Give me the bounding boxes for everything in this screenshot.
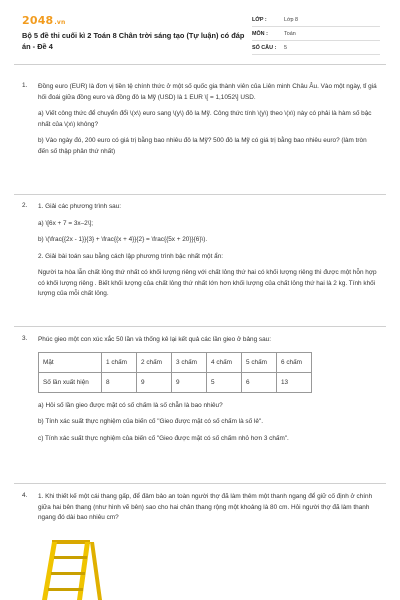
question-body	[38, 82, 377, 163]
ladder-icon	[42, 540, 102, 600]
header-divider	[14, 64, 386, 65]
table-header-row	[39, 352, 312, 372]
table-cell: 2 chấm	[137, 352, 172, 372]
question-stem: Đồng euro (EUR) là đơn vị tiền tệ chính thức ở một số quốc gia thành viên của Liên minh Châu Âu. Vào một ngày, tỉ giá hối đoái giữa đồng euro và đồng đô la Mỹ (USD) là 1 EUR \[ = 1,1052\] USD.	[38, 83, 377, 101]
table-cell: 13	[277, 372, 312, 392]
table-cell: 3 chấm	[172, 352, 207, 372]
site-logo[interactable]	[22, 14, 65, 27]
meta-row-subject	[252, 27, 380, 41]
table-cell: 6 chấm	[277, 352, 312, 372]
meta-key: LỚP :	[252, 16, 267, 23]
meta-key: SỐ CÂU :	[252, 44, 277, 51]
question-body	[38, 202, 377, 306]
logo-suffix: .vn	[54, 19, 66, 26]
question-divider	[14, 483, 386, 484]
page-header	[0, 0, 400, 64]
question-stem: Phúc gieo một con xúc xắc 50 lần và thống kê lại kết quả các lần gieo ở bảng sau:	[38, 336, 271, 343]
table-cell: 1 chấm	[102, 352, 137, 372]
table-cell: Số lần xuất hiện	[39, 372, 102, 392]
dice-results-table	[38, 352, 312, 393]
meta-key: MÔN :	[252, 30, 268, 37]
table-cell: 6	[242, 372, 277, 392]
question-part-b: b) Tính xác suất thực nghiệm của biến cố "Gieo được mặt có số chấm là số lẻ".	[38, 418, 263, 425]
equation-a: a) \[6x + 7 = 3x–2\];	[38, 219, 94, 227]
question-number: 2.	[22, 202, 28, 209]
meta-value: 5	[284, 44, 287, 51]
question-number: 1.	[22, 82, 28, 89]
question-body	[38, 335, 377, 450]
table-row	[39, 372, 312, 392]
question-part-a: a) Viết công thức để chuyển đổi \(x\) euro sang \(y\) đô la Mỹ. Công thức tính \(y\) theo \(x\) này có phải là hàm số bậc nhất của \(x\) không?	[38, 110, 372, 128]
question-divider	[14, 326, 386, 327]
equation-b: b) \(\frac{{2x - 1}}{3} + \frac{{x + 4}}{2} = \frac{{5x + 20}}{6}\).	[38, 236, 208, 243]
meta-row-class	[252, 13, 380, 27]
table-cell: 9	[137, 372, 172, 392]
table-cell: 5	[207, 372, 242, 392]
question-divider	[14, 194, 386, 195]
table-cell: 8	[102, 372, 137, 392]
question-number: 4.	[22, 492, 28, 499]
table-cell: 9	[172, 372, 207, 392]
meta-info	[252, 13, 380, 55]
ladder-illustration	[42, 538, 102, 600]
question-stem: 1. Khi thiết kế một cái thang gấp, để đảm bảo an toàn người thợ đã làm thêm một thanh ngang để giữ cố định ở chính giữa hai bên thang (như hình vẽ bên) sao cho hai chân thang rộng một khoảng là 80 cm. Hỏi người thợ đã làm thanh ngang đó dài bao nhiêu cm?	[38, 493, 373, 521]
logo-main: 2048	[22, 14, 54, 27]
question-body	[38, 492, 377, 530]
question-part-b: b) Vào ngày đó, 200 euro có giá trị bằng bao nhiêu đô la Mỹ? 500 đô la Mỹ có giá trị bằng bao nhiêu euro? (làm tròn đến số thập phân thứ nhất)	[38, 137, 367, 155]
page-title: Bộ 5 đề thi cuối kì 2 Toán 8 Chân trời sáng tạo (Tự luận) có đáp án - Đề 4	[22, 31, 245, 51]
question-part-2: 2. Giải bài toán sau bằng cách lập phương trình bậc nhất một ẩn:	[38, 252, 224, 260]
question-part-c: c) Tính xác suất thực nghiệm của biến cố "Gieo được mặt có số chấm nhỏ hơn 3 chấm".	[38, 434, 289, 442]
table-cell: 4 chấm	[207, 352, 242, 372]
meta-value: Lớp 8	[284, 16, 299, 23]
meta-row-count	[252, 41, 380, 55]
question-part-a: a) Hỏi số lần gieo được mặt có số chấm là số chẵn là bao nhiêu?	[38, 401, 223, 409]
word-problem: Người ta hòa lẫn chất lỏng thứ nhất có khối lượng riêng với chất lỏng thứ hai có khối lượng riêng thì được một hỗn hợp có khối lượng riêng . Biết khối lượng của chất lỏng thứ nhất lớn hơn khối lượng của chất lỏng thứ hai là 2 kg. Tính khối lượng của mỗi chất lỏng.	[38, 269, 377, 297]
table-cell: 5 chấm	[242, 352, 277, 372]
table-cell: Mặt	[39, 352, 102, 372]
question-number: 3.	[22, 335, 28, 342]
question-part-1: 1. Giải các phương trình sau:	[38, 203, 122, 210]
meta-value: Toán	[284, 30, 296, 37]
